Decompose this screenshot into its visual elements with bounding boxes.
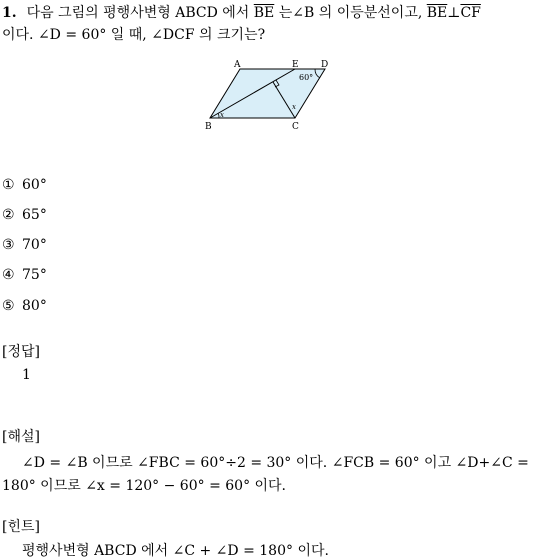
question-text-part-2: 는∠B 의 이등분선이고, bbox=[278, 5, 423, 21]
choice-3-mark: ③ bbox=[2, 237, 15, 253]
segment-be: $\overline{BE}$ bbox=[253, 5, 275, 21]
angle-x-c-label: x bbox=[292, 103, 296, 111]
choice-2[interactable] bbox=[2, 207, 47, 223]
question-text-part-1: 다음 그림의 평행사변형 ABCD 에서 bbox=[26, 5, 250, 21]
choice-1-mark: ① bbox=[2, 177, 15, 193]
explanation-label: [해설] bbox=[2, 429, 40, 445]
explanation-line-2: 180° 이므로 ∠x = 120° − 60° = 60° 이다. bbox=[2, 478, 287, 494]
segment-be-2: $\overline{BE}$ bbox=[426, 5, 448, 21]
segment-cf: $\overline{CF}$ bbox=[460, 5, 481, 21]
answer-value: 1 bbox=[22, 367, 31, 383]
choice-4-mark: ④ bbox=[2, 267, 15, 283]
hint-label: [힌트] bbox=[2, 519, 40, 535]
label-e: E bbox=[292, 60, 299, 70]
choice-1[interactable] bbox=[2, 177, 47, 193]
parallelogram-figure bbox=[200, 58, 335, 133]
choice-1-text: 60° bbox=[22, 177, 47, 193]
answer-label: [정답] bbox=[2, 344, 40, 360]
hint-line-1: 평행사변형 ABCD 에서 ∠C + ∠D = 180° 이다. bbox=[22, 543, 329, 559]
choice-4[interactable] bbox=[2, 267, 47, 283]
label-b: B bbox=[205, 122, 212, 132]
label-d: D bbox=[321, 60, 329, 70]
choice-5[interactable] bbox=[2, 298, 47, 314]
explanation-line-1: ∠D = ∠B 이므로 ∠FBC = 60°÷2 = 30° 이다. ∠FCB = 60° 이고 ∠D+∠C = bbox=[22, 455, 529, 471]
label-c: C bbox=[292, 122, 299, 132]
choice-5-text: 80° bbox=[22, 298, 47, 314]
choice-5-mark: ⑤ bbox=[2, 298, 15, 314]
question-number: 1. bbox=[2, 5, 17, 21]
angle-d-label: 60° bbox=[299, 73, 314, 82]
question-line-1 bbox=[2, 2, 481, 22]
choice-4-text: 75° bbox=[22, 267, 47, 283]
choice-3[interactable] bbox=[2, 237, 47, 253]
perpendicular-symbol: ⊥ bbox=[447, 5, 461, 21]
choice-3-text: 70° bbox=[22, 237, 47, 253]
choice-2-mark: ② bbox=[2, 207, 15, 223]
label-a: A bbox=[234, 60, 241, 70]
angle-x-b-label: x bbox=[220, 111, 224, 119]
choice-2-text: 65° bbox=[22, 207, 47, 223]
question-line-2: 이다. ∠D = 60° 일 때, ∠DCF 의 크기는? bbox=[2, 27, 266, 43]
